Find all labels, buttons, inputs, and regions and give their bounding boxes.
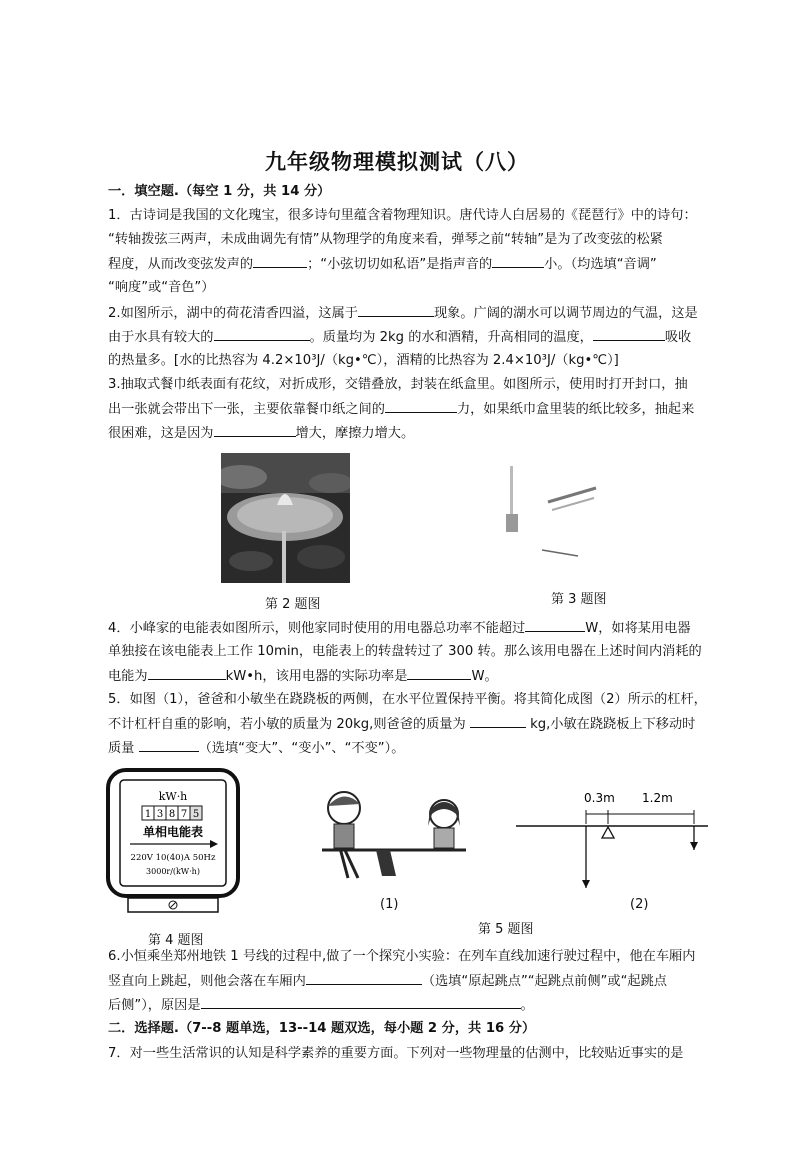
q3-line3: [108, 422, 758, 445]
q2-blank1[interactable]: [358, 302, 434, 317]
meter-digit: 5: [192, 809, 200, 820]
fig3-caption: 第 3 题图: [551, 592, 607, 607]
q4-text-d: kW•h，该用电器的实际功率是: [225, 669, 408, 684]
q3-line2: [108, 398, 758, 421]
q1-line3: [108, 253, 758, 276]
q1-text-a: 程度，从而改变弦发声的: [108, 257, 254, 272]
q5-blank2[interactable]: [139, 737, 199, 752]
q6-line2: [108, 970, 758, 993]
q6-blank1[interactable]: [306, 970, 422, 985]
q5-line3: [108, 737, 758, 760]
q6-text-d: 。: [520, 998, 534, 1013]
meter-digits: [142, 806, 202, 820]
q1-text-b: ；“小弦切切如私语”是指声音的: [307, 257, 493, 272]
q3-text-b: 力，如果纸巾盒里装的纸比较多，抽起来: [456, 402, 695, 417]
q6-text-c: 后侧”），原因是: [108, 998, 201, 1013]
meter-rev: 3000r/(kW·h): [146, 867, 200, 876]
section1-heading: 一．填空题.（每空 1 分，共 14 分）: [108, 184, 331, 199]
q2-line3: 的热量多。[水的比热容为 4.2×10³J/（kg•℃），酒精的比热容为 2.4×10³J/（kg•℃）]: [108, 353, 619, 368]
q7-line1: 7．对一些生活常识的认知是科学素养的重要方面。下列对一些物理量的估测中，比较贴近事实的是: [108, 1046, 684, 1061]
q3-blank2[interactable]: [214, 422, 296, 437]
q5-blank1[interactable]: [470, 713, 526, 728]
fig4-caption: 第 4 题图: [148, 933, 204, 948]
q1-text-c: 小。（均选填“音调”: [544, 257, 657, 272]
q3-text-a: 出一张就会带出下一张，主要依靠餐巾纸之间的: [108, 402, 385, 417]
fulcrum-icon: [602, 827, 614, 838]
meter-digit: 7: [180, 809, 188, 820]
q4-text-c: 电能为: [108, 669, 148, 684]
section2-heading: 二．选择题.（7--8 题单选，13--14 题双选，每小题 2 分，共 16 分）: [108, 1021, 536, 1036]
q5-text-b: kg,小敏在跷跷板上下移动时: [525, 717, 696, 732]
q2-text-a: 2.如图所示，湖中的荷花清香四溢，这属于: [108, 306, 358, 321]
lever-d1-label: 0.3m: [584, 791, 615, 805]
meter-name: 单相电能表: [142, 825, 204, 839]
meter-digit: 1: [144, 809, 152, 820]
q6-blank2[interactable]: [201, 994, 521, 1009]
q3-text-d: 增大，摩擦力增大。: [295, 426, 415, 441]
meter-unit: kW·h: [158, 790, 188, 803]
meter-digit: 8: [168, 809, 176, 820]
q2-text-c: 由于水具有较大的: [108, 330, 214, 345]
q4-line3: [108, 665, 758, 688]
q1-line1: 1．古诗词是我国的文化瑰宝，很多诗句里蕴含着物理知识。唐代诗人白居易的《琵琶行》中的诗句：: [108, 208, 697, 223]
q2-blank2[interactable]: [214, 326, 310, 341]
q1-line2: “转轴拨弦三两声，未成曲调先有情”从物理学的角度来看，弹琴之前“转轴”是为了改变弦的松紧: [108, 232, 663, 247]
tissue-box-photo: [498, 458, 602, 564]
q4-text-b: W，如将某用电器: [585, 621, 691, 636]
q1-blank2[interactable]: [492, 253, 544, 268]
q5-text-a: 不计杠杆自重的影响，若小敏的质量为 20kg,则爸爸的质量为: [108, 717, 470, 732]
lotus-photo: [221, 453, 350, 583]
q5-text-d: （选填“变大”、“变小”、“不变”）。: [198, 741, 405, 756]
q6-text-b: （选填“原起跳点”“起跳点前侧”或“起跳点: [421, 974, 667, 989]
fig5-caption: 第 5 题图: [478, 922, 534, 937]
q5-line1: 5．如图（1），爸爸和小敏坐在跷跷板的两侧，在水平位置保持平衡。将其简化成图（2）所示的杠杆，: [108, 692, 707, 707]
q3-blank1[interactable]: [385, 398, 457, 413]
electricity-meter-figure: [106, 768, 240, 914]
q6-line1: 6.小恒乘坐郑州地铁 1 号线的过程中,做了一个探究小实验：在列车直线加速行驶过程中，他在车厢内: [108, 949, 696, 964]
q5-line2: [108, 713, 758, 736]
q6-text-a: 竖直向上跳起，则他会落在车厢内: [108, 974, 306, 989]
seesaw-cartoon: [318, 786, 470, 882]
meter-digit: 3: [156, 809, 164, 820]
q4-line2: 单独接在该电能表上工作 10min，电能表上的转盘转过了 300 转。那么该用电器在上述时间内消耗的: [108, 644, 702, 659]
q4-blank3[interactable]: [407, 665, 471, 680]
q2-line1: [108, 302, 758, 325]
q2-text-e: 吸收: [664, 330, 692, 345]
q4-text-e: W。: [471, 669, 498, 684]
lever-d2-label: 1.2m: [642, 791, 673, 805]
q4-text-a: 4．小峰家的电能表如图所示，则他家同时使用的用电器总功率不能超过: [108, 621, 526, 636]
q4-blank2[interactable]: [148, 665, 226, 680]
lever-diagram: [512, 784, 712, 890]
q3-text-c: 很困难，这是因为: [108, 426, 214, 441]
q1-blank1[interactable]: [253, 253, 307, 268]
page-title: 九年级物理模拟测试（八）: [265, 150, 529, 174]
q2-line2: [108, 326, 758, 349]
fig2-caption: 第 2 题图: [265, 597, 321, 612]
q2-text-d: 。质量均为 2kg 的水和酒精，升高相同的温度，: [309, 330, 593, 345]
q4-blank1[interactable]: [525, 617, 585, 632]
q1-line4: “响度”或“音色”）: [108, 280, 215, 295]
q5-text-c: 质量: [108, 741, 139, 756]
q2-text-b: 现象。广阔的湖水可以调节周边的气温，这是: [433, 306, 698, 321]
fig5-sub1-label: (1): [380, 897, 399, 912]
q4-line1: [108, 617, 758, 640]
q3-line1: 3.抽取式餐巾纸表面有花纹，对折成形，交错叠放，封装在纸盒里。如图所示，使用时打开封口，抽: [108, 377, 688, 392]
q2-blank3[interactable]: [593, 326, 665, 341]
q6-line3: [108, 994, 758, 1017]
meter-spec: 220V 10(40)A 50Hz: [130, 853, 216, 863]
fig5-sub2-label: (2): [630, 897, 649, 912]
